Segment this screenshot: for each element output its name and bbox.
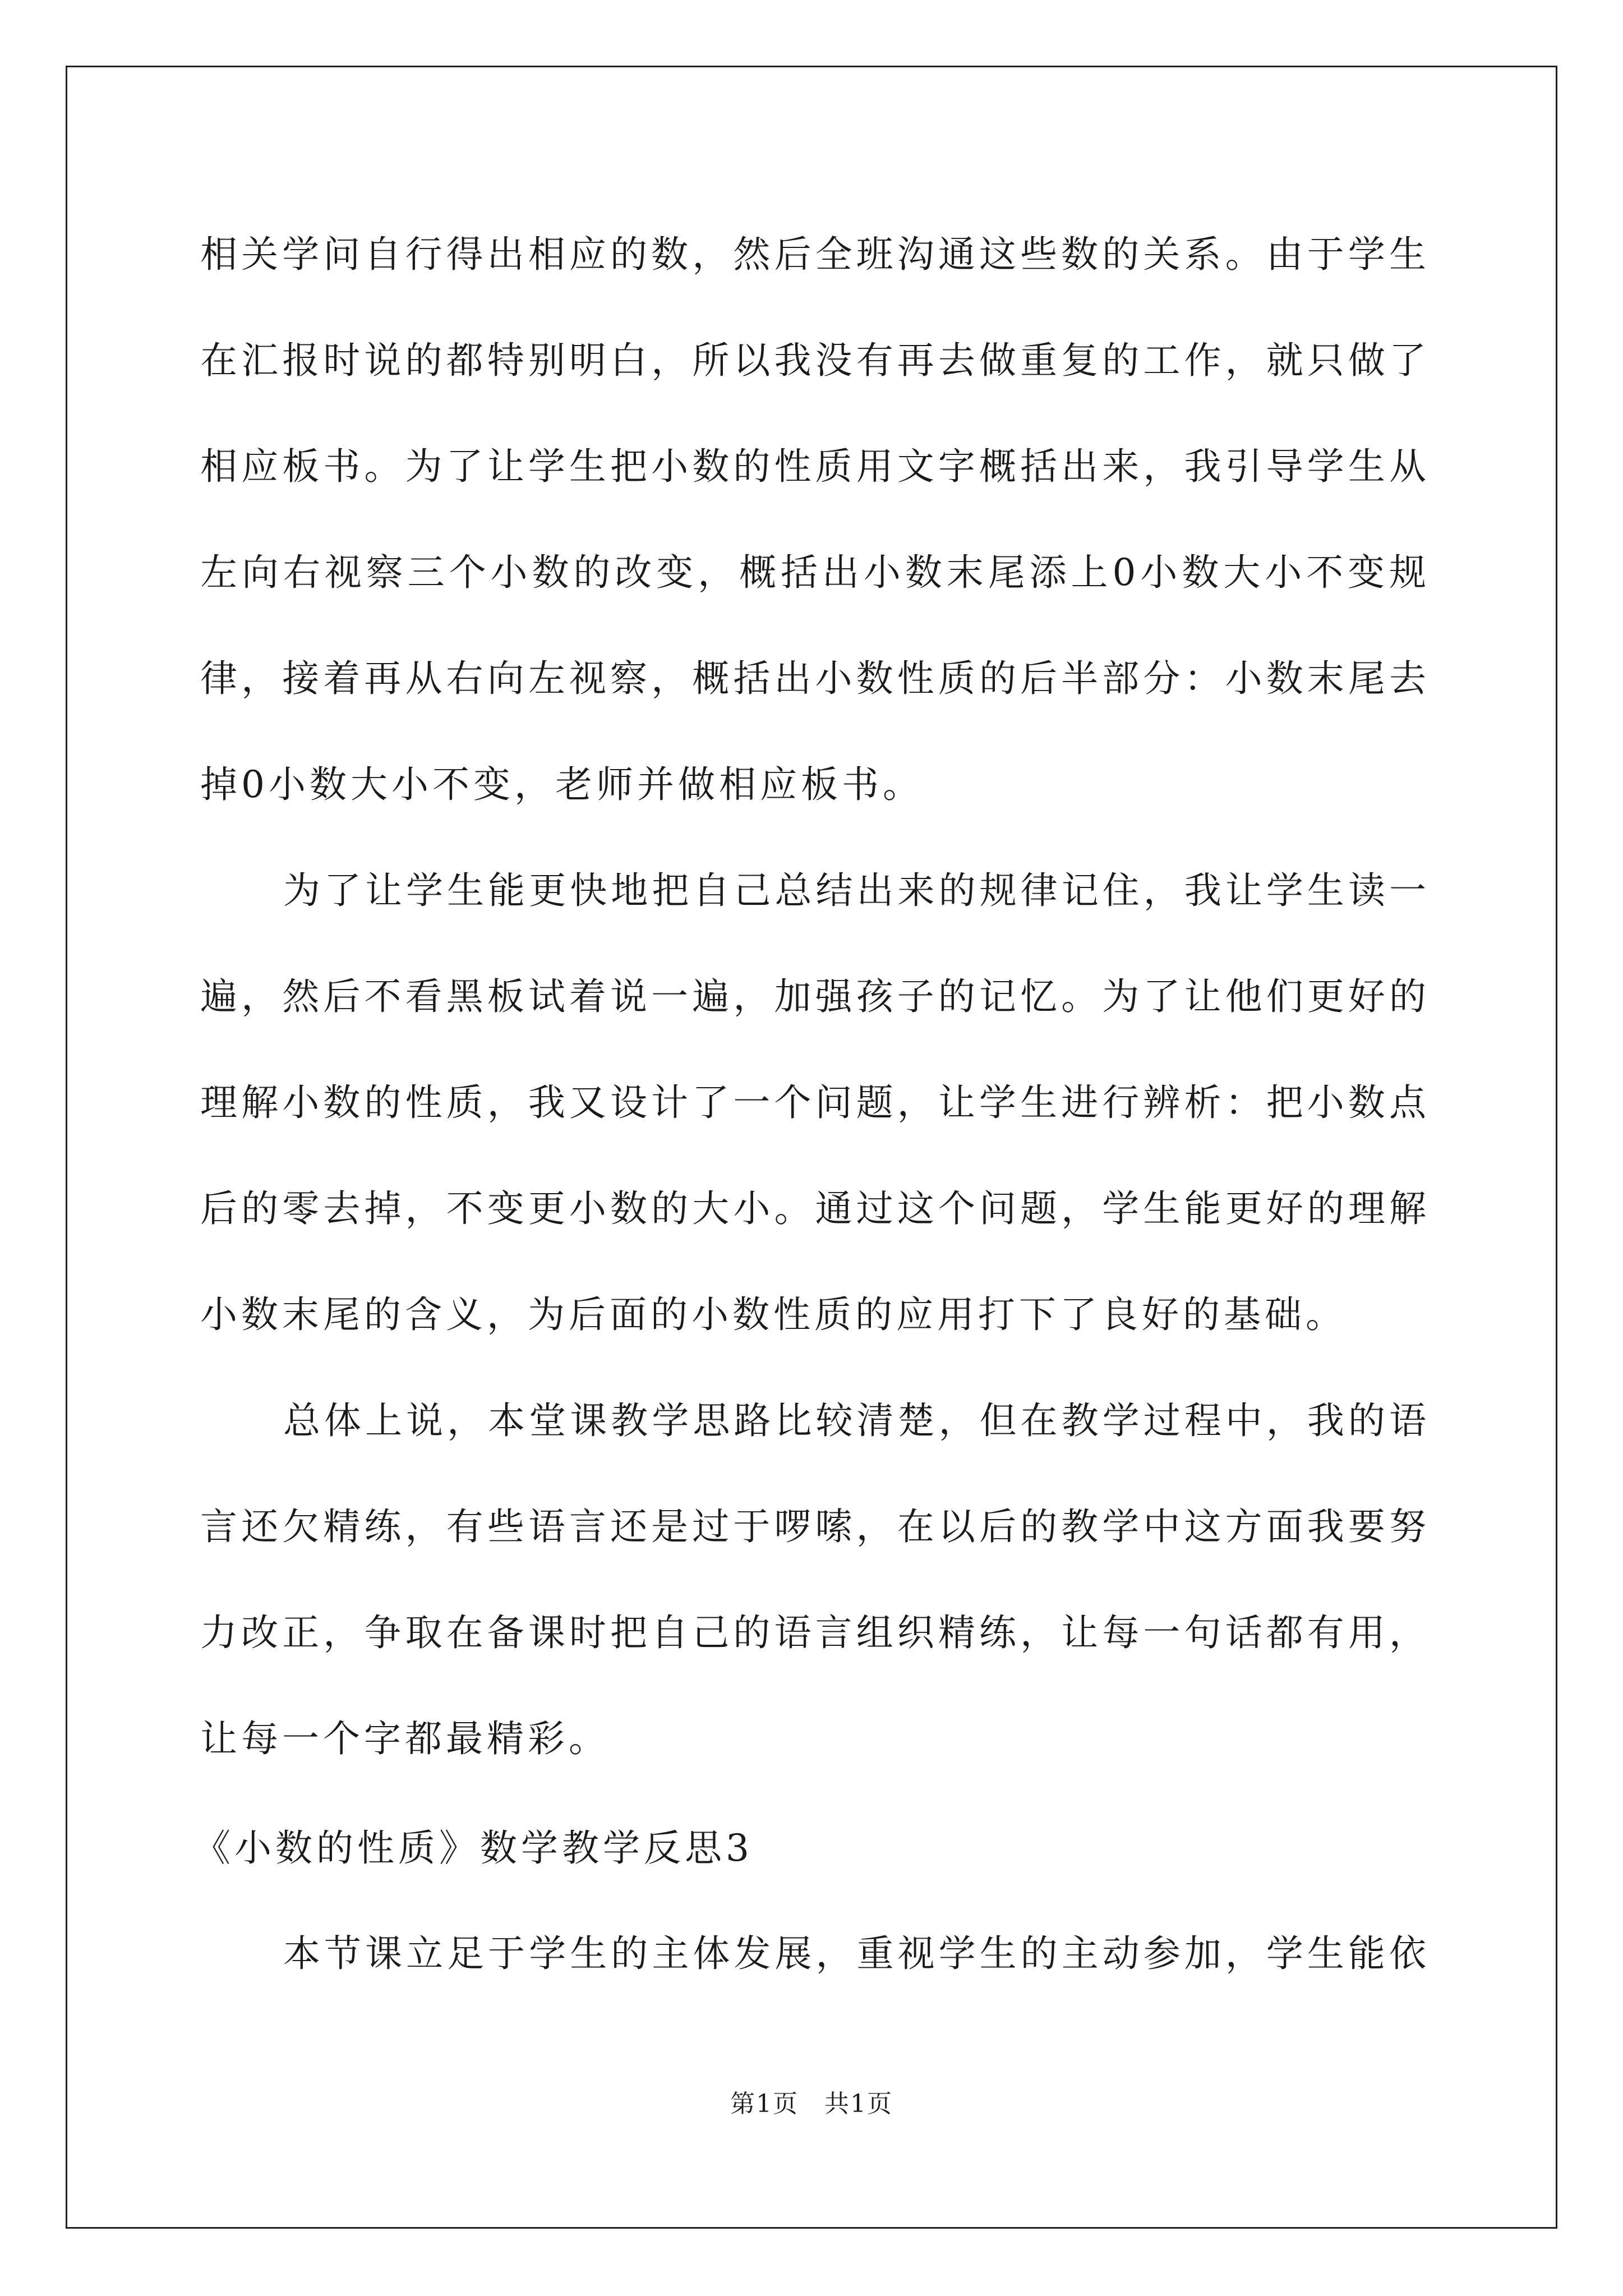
paragraph-line: 让每一个字都最精彩。 — [200, 1717, 610, 1760]
paragraph-line: 左向右视察三个小数的改变，概括出小数末尾添上0小数大小不变规 — [200, 551, 1426, 594]
page-footer: 第1页 共1页 — [730, 2090, 893, 2118]
paragraph-line: 后的零去掉，不变更小数的大小。通过这个问题，学生能更好的理解 — [200, 1187, 1426, 1230]
paragraph-line: 理解小数的性质，我又设计了一个问题，让学生进行辨析：把小数点 — [200, 1081, 1426, 1124]
paragraph-line: 总体上说，本堂课教学思路比较清楚，但在教学过程中，我的语 — [283, 1399, 1426, 1442]
paragraph-line: 相关学问自行得出相应的数，然后全班沟通这些数的关系。由于学生 — [200, 233, 1426, 276]
paragraph-line: 为了让学生能更快地把自己总结出来的规律记住，我让学生读一 — [283, 869, 1426, 912]
page-border — [66, 66, 1557, 2229]
paragraph-line: 本节课立足于学生的主体发展，重视学生的主动参加，学生能依 — [283, 1932, 1426, 1975]
paragraph-line: 言还欠精练，有些语言还是过于啰嗦，在以后的教学中这方面我要努 — [200, 1505, 1426, 1548]
paragraph-line: 小数末尾的含义，为后面的小数性质的应用打下了良好的基础。 — [200, 1293, 1347, 1336]
section-heading: 《小数的性质》数学教学反思3 — [193, 1826, 753, 1870]
paragraph-line: 掉0小数大小不变，老师并做相应板书。 — [200, 763, 924, 806]
paragraph-line: 力改正，争取在备课时把自己的语言组织精练，让每一句话都有用， — [200, 1611, 1426, 1654]
paragraph-line: 在汇报时说的都特别明白，所以我没有再去做重复的工作，就只做了 — [200, 339, 1426, 382]
paragraph-line: 律，接着再从右向左视察，概括出小数性质的后半部分：小数末尾去 — [200, 657, 1426, 700]
paragraph-line: 遍，然后不看黑板试着说一遍，加强孩子的记忆。为了让他们更好的 — [200, 975, 1426, 1018]
paragraph-line: 相应板书。为了让学生把小数的性质用文字概括出来，我引导学生从 — [200, 445, 1426, 488]
